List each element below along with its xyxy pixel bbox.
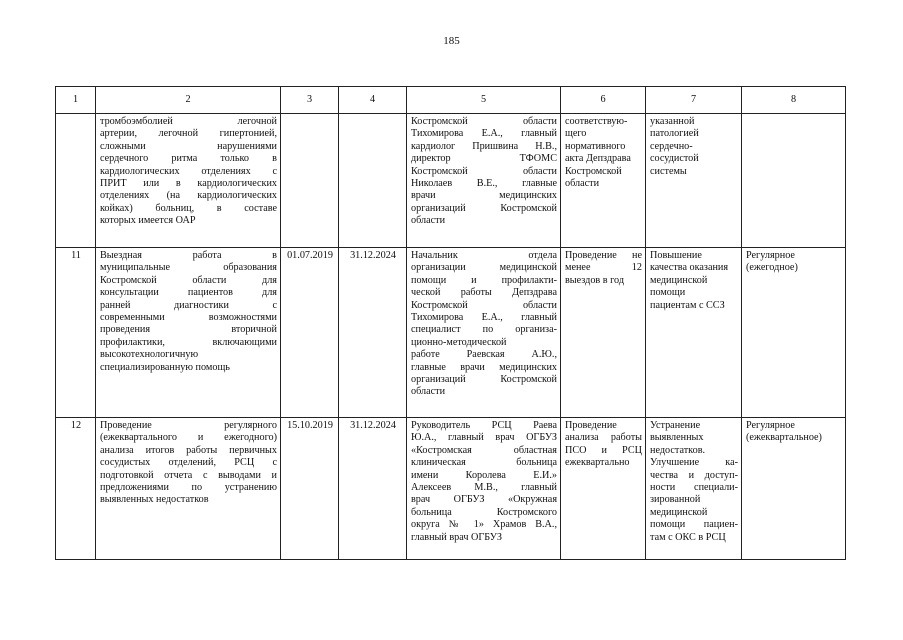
cell-line: указанной: [650, 116, 695, 127]
header-cell: 4: [339, 87, 407, 114]
cell-line: медицинской: [650, 506, 708, 518]
start-date: [281, 114, 339, 248]
cell-line: сосудистой: [650, 153, 699, 165]
cell-line: сердечного ритма только в: [100, 153, 277, 165]
cell-line: клиническая больница: [411, 457, 557, 469]
cell-line: Проведение не: [565, 250, 642, 261]
cell-line: Костромской: [565, 165, 622, 177]
cell-line: патологией: [650, 128, 699, 140]
cell-line: зированной: [650, 494, 701, 506]
header-cell: 7: [646, 87, 742, 114]
expected-result: [646, 114, 742, 248]
cell-line: больница Костромского: [411, 506, 557, 518]
indicator: [561, 114, 646, 248]
cell-line: главные врачи медицинских: [411, 361, 557, 373]
cell-line: врач ОГБУЗ «Окружная: [411, 494, 557, 506]
cell-line: Тихомирова Е.А., главный: [411, 128, 557, 140]
measure-description: [96, 418, 281, 560]
cell-line: которых имеется ОАР: [100, 215, 196, 227]
cell-line: (ежеквартального и ежегодного): [100, 432, 277, 444]
cell-line: предложениями по устранению: [100, 482, 277, 494]
cell-line: современными возможностями: [100, 312, 277, 324]
cell-line: муниципальные образования: [100, 262, 277, 274]
measure-description: [96, 114, 281, 248]
cell-line: главный врач ОГБУЗ: [411, 531, 502, 543]
cell-line: Выездная работа в: [100, 250, 277, 261]
cell-line: анализа итогов работы первичных: [100, 444, 277, 456]
cell-line: отделениях (на кардиологических: [100, 190, 277, 202]
header-cell: 2: [96, 87, 281, 114]
cell-line: «Костромская областная: [411, 444, 557, 456]
cell-line: пациентам с ССЗ: [650, 299, 725, 311]
cell-line: врачи медицинских: [411, 190, 557, 202]
cell-line: артерии, легочной гипертонией,: [100, 128, 277, 140]
table-row: [56, 248, 846, 418]
cell-line: Костромской области: [411, 165, 557, 177]
cell-line: округа № 1» Храмов В.А.,: [411, 519, 557, 531]
cell-line: ческой работы Депздрава: [411, 287, 557, 299]
responsible-persons: [407, 114, 561, 248]
cell-line: ПСО и РСЦ: [565, 444, 642, 456]
cell-line: организации медицинской: [411, 262, 557, 274]
cell-line: медицинской: [650, 274, 708, 286]
cell-line: Руководитель РСЦ Раева: [411, 420, 557, 431]
cell-line: там с ОКС в РСЦ: [650, 531, 726, 543]
cell-line: Регулярное: [746, 250, 795, 261]
responsible-persons: [407, 418, 561, 560]
row-number: [56, 114, 96, 248]
periodicity: [742, 114, 846, 248]
cell-line: кардиологических отделениях с: [100, 165, 277, 177]
periodicity: [742, 418, 846, 560]
cell-line: (ежеквартальное): [746, 432, 822, 444]
cell-line: Николаев В.Е., главные: [411, 178, 557, 190]
header-row: [56, 87, 846, 114]
cell-line: Регулярное: [746, 420, 795, 431]
cell-line: помощи и профилакти-: [411, 274, 557, 286]
start-date: 15.10.2019: [281, 418, 339, 560]
cell-line: качества оказания: [650, 262, 729, 274]
measure-description: [96, 248, 281, 418]
cell-line: области: [565, 178, 600, 190]
cell-line: Костромской области: [411, 116, 557, 127]
table-row: [56, 418, 846, 560]
cell-line: Проведение регулярного: [100, 420, 277, 431]
start-date: 01.07.2019: [281, 248, 339, 418]
cell-line: соответствую-: [565, 116, 628, 127]
page-number: 185: [443, 35, 460, 47]
cell-line: ности специали-: [650, 482, 738, 494]
cell-line: сложными нарушениями: [100, 140, 277, 152]
cell-line: Костромской области для: [100, 274, 277, 286]
cell-line: выявленных: [650, 432, 704, 444]
cell-line: системы: [650, 165, 687, 177]
cell-line: нормативного: [565, 140, 626, 152]
header-cell: 8: [742, 87, 846, 114]
responsible-persons: [407, 248, 561, 418]
header-cell: 3: [281, 87, 339, 114]
cell-line: анализа работы: [565, 432, 642, 444]
cell-line: ранней диагностики с: [100, 299, 277, 311]
cell-line: директор ТФОМС: [411, 153, 557, 165]
cell-line: щего: [565, 128, 587, 140]
cell-line: ПРИТ или в кардиологических: [100, 178, 277, 190]
cell-line: чества и доступ-: [650, 469, 738, 481]
cell-line: Алексеев М.В., главный: [411, 482, 557, 494]
cell-line: ежеквартально: [565, 457, 630, 469]
cell-line: кардиолог Пришвина Н.В.,: [411, 140, 557, 152]
cell-line: сосудистых отделений, РСЦ с: [100, 457, 277, 469]
measures-table: [55, 86, 846, 560]
cell-line: помощи пациен-: [650, 519, 738, 531]
indicator: [561, 418, 646, 560]
cell-line: специалист по организа-: [411, 324, 557, 336]
cell-line: Устранение: [650, 420, 701, 431]
cell-line: области: [411, 386, 446, 398]
cell-line: акта Депздрава: [565, 153, 631, 165]
cell-line: Тихомирова Е.А., главный: [411, 312, 557, 324]
expected-result: [646, 418, 742, 560]
cell-line: сердечно-: [650, 140, 693, 152]
periodicity: [742, 248, 846, 418]
header-cell: 5: [407, 87, 561, 114]
cell-line: помощи: [650, 287, 686, 299]
cell-line: области: [411, 215, 446, 227]
cell-line: Повышение: [650, 250, 702, 261]
end-date: 31.12.2024: [339, 248, 407, 418]
cell-line: (ежегодное): [746, 262, 798, 274]
row-number: 12: [56, 418, 96, 560]
cell-line: специализированную помощь: [100, 361, 230, 373]
cell-line: работе Раевская А.Ю.,: [411, 349, 557, 361]
cell-line: Костромской области: [411, 299, 557, 311]
cell-line: Улучшение ка-: [650, 457, 738, 469]
cell-line: менее 12: [565, 262, 642, 274]
cell-line: Проведение: [565, 420, 617, 431]
cell-line: недостатков.: [650, 444, 706, 456]
cell-line: подготовкой отчета с выводами и: [100, 469, 277, 481]
table-row: [56, 114, 846, 248]
cell-line: организаций Костромской: [411, 374, 557, 386]
cell-line: Ю.А., главный врач ОГБУЗ: [411, 432, 557, 444]
cell-line: ционно-методической: [411, 336, 507, 348]
cell-line: высокотехнологичную: [100, 349, 199, 361]
header-cell: 1: [56, 87, 96, 114]
cell-line: койках) больниц, в составе: [100, 202, 277, 214]
expected-result: [646, 248, 742, 418]
cell-line: профилактики, включающими: [100, 336, 277, 348]
end-date: 31.12.2024: [339, 418, 407, 560]
cell-line: Начальник отдела: [411, 250, 557, 261]
cell-line: консультации пациентов для: [100, 287, 277, 299]
header-cell: 6: [561, 87, 646, 114]
cell-line: выявленных недостатков: [100, 494, 209, 506]
cell-line: имени Королева Е.И.»: [411, 469, 557, 481]
row-number: 11: [56, 248, 96, 418]
cell-line: выездов в год: [565, 274, 625, 286]
end-date: [339, 114, 407, 248]
cell-line: проведения вторичной: [100, 324, 277, 336]
indicator: [561, 248, 646, 418]
cell-line: тромбоэмболией легочной: [100, 116, 277, 127]
cell-line: организаций Костромской: [411, 202, 557, 214]
